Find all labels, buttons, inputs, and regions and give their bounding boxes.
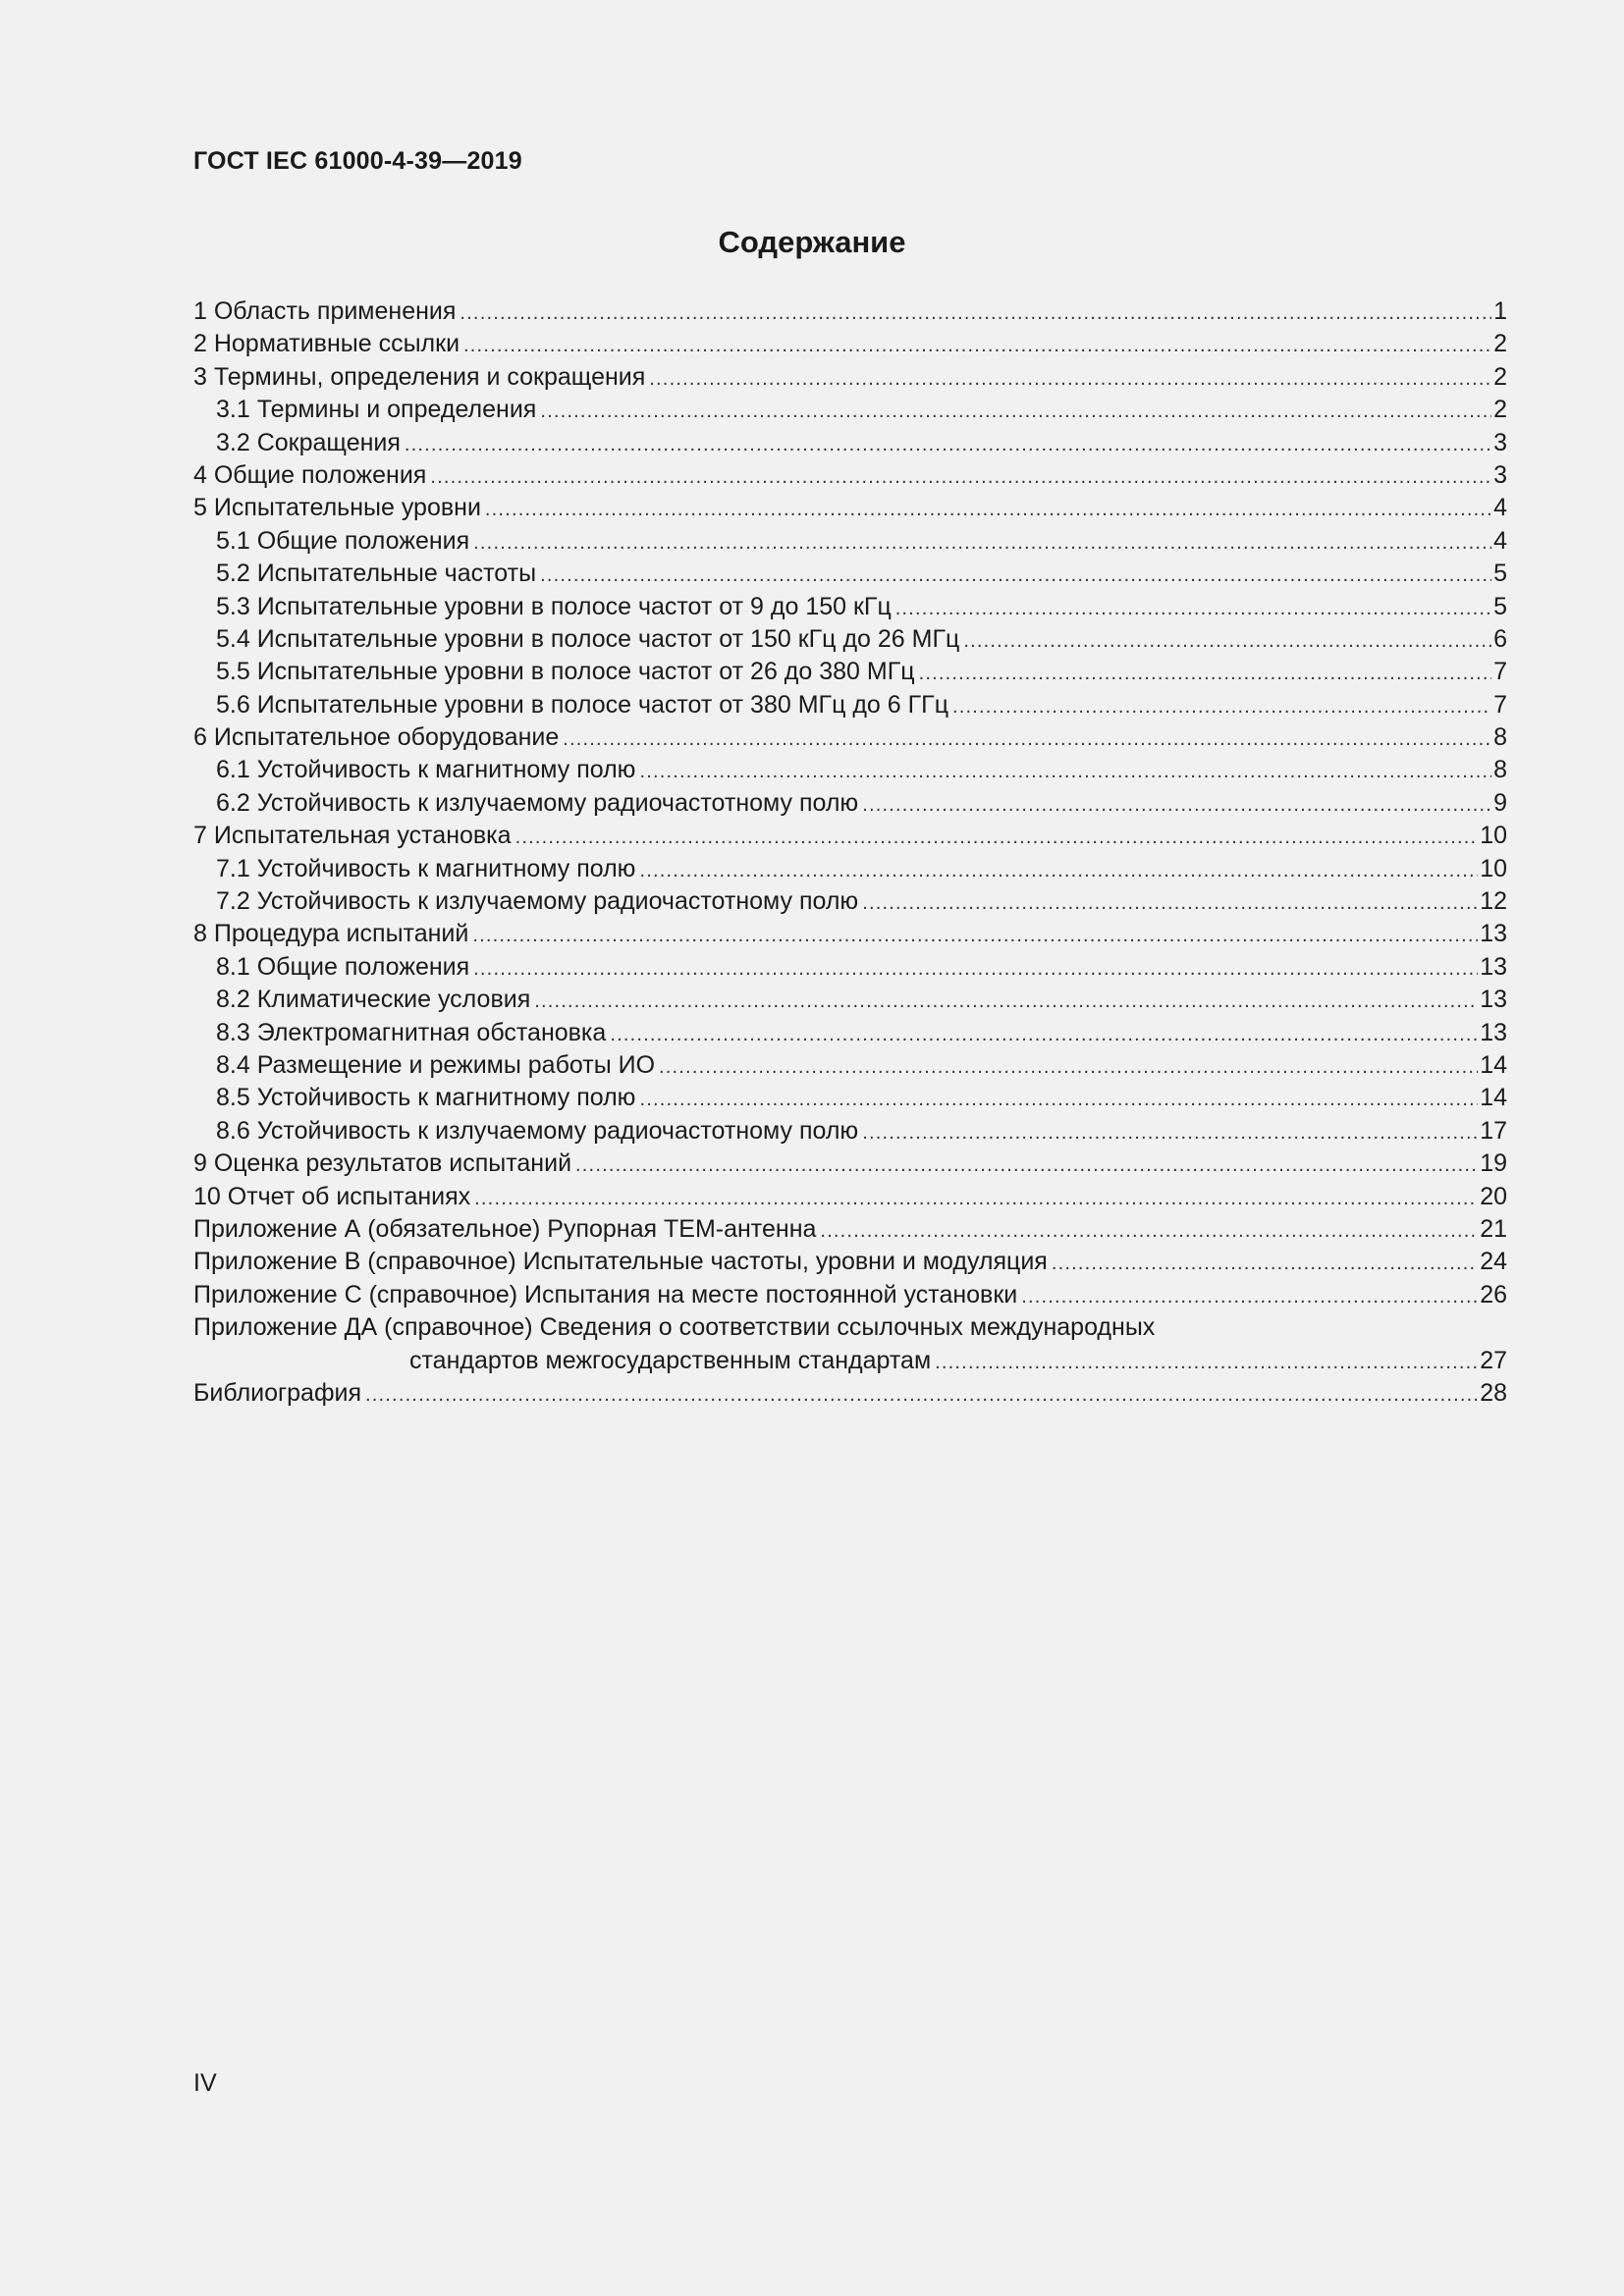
- toc-leader-dots: [463, 330, 1491, 362]
- toc-entry-page: 4: [1493, 526, 1507, 555]
- toc-entry[interactable]: [193, 295, 1507, 328]
- toc-entry[interactable]: [193, 885, 1507, 918]
- toc-entry-page: 1: [1493, 297, 1507, 325]
- toc-entry-page: 4: [1493, 494, 1507, 522]
- toc-entry-label: Приложение ДА (справочное) Сведения о соответствии ссылочных международных: [193, 1313, 1156, 1342]
- toc-entry-label: 5.2 Испытательные частоты: [216, 560, 537, 588]
- toc-entry-page: 14: [1480, 1084, 1507, 1112]
- toc-entry[interactable]: [193, 1115, 1507, 1148]
- toc-leader-dots: [534, 986, 1478, 1018]
- toc-entry-page: 8: [1493, 723, 1507, 752]
- toc-entry[interactable]: [193, 689, 1507, 721]
- toc-entry-page: 17: [1480, 1116, 1507, 1145]
- toc-entry-label: 6 Испытательное оборудование: [193, 723, 560, 752]
- toc-entry[interactable]: [193, 459, 1507, 492]
- toc-entry-continuation[interactable]: [193, 1345, 1507, 1377]
- toc-leader-dots: [963, 625, 1491, 658]
- toc-entry-label: 8.5 Устойчивость к магнитному полю: [216, 1084, 636, 1112]
- toc-entry-label: 8.1 Общие положения: [216, 952, 470, 981]
- toc-entry-label: 6.2 Устойчивость к излучаемому радиочастотному полю: [216, 788, 859, 817]
- toc-entry-label: 7 Испытательная установка: [193, 822, 512, 850]
- toc-leader-dots: [1052, 1248, 1478, 1280]
- toc-entry-label: 7.1 Устойчивость к магнитному полю: [216, 854, 636, 882]
- toc-entry-label: 7.2 Устойчивость к излучаемому радиочастотному полю: [216, 887, 859, 916]
- toc-entry-label-continuation: стандартов межгосударственным стандартам: [409, 1346, 932, 1374]
- toc-entry-page: 13: [1480, 920, 1507, 948]
- toc-entry-label: 4 Общие положения: [193, 460, 427, 489]
- toc-entry[interactable]: [193, 492, 1507, 524]
- toc-entry[interactable]: [193, 623, 1507, 656]
- toc-entry-label: 8 Процедура испытаний: [193, 920, 469, 948]
- toc-entry-page: 13: [1480, 986, 1507, 1014]
- toc-entry-page: 3: [1493, 428, 1507, 456]
- toc-entry-label: 8.3 Электромагнитная обстановка: [216, 1018, 607, 1046]
- toc-leader-dots: [639, 855, 1478, 887]
- toc-entry[interactable]: [193, 984, 1507, 1016]
- toc-entry[interactable]: [193, 656, 1507, 688]
- toc-leader-dots: [365, 1379, 1478, 1412]
- toc-entry[interactable]: [193, 1082, 1507, 1114]
- toc-entry[interactable]: [193, 1279, 1507, 1311]
- toc-leader-dots: [540, 396, 1491, 428]
- toc-entry-page: 21: [1480, 1214, 1507, 1243]
- toc-entry-page: 13: [1480, 952, 1507, 981]
- toc-entry-page: 27: [1480, 1346, 1507, 1374]
- toc-entry-label: 8.2 Климатические условия: [216, 986, 531, 1014]
- toc-entry[interactable]: [193, 1311, 1507, 1344]
- toc-entry[interactable]: [193, 591, 1507, 623]
- toc-leader-dots: [862, 789, 1491, 822]
- toc-entry-page: 24: [1480, 1248, 1507, 1276]
- toc-entry-page: 2: [1493, 396, 1507, 424]
- toc-entry[interactable]: [193, 820, 1507, 852]
- toc-entry-page: 10: [1480, 822, 1507, 850]
- toc-entry-page: 10: [1480, 854, 1507, 882]
- toc-entry-label: 5.5 Испытательные уровни в полосе частот от 26 до 380 МГц: [216, 658, 915, 686]
- toc-entry-page: 19: [1480, 1149, 1507, 1178]
- toc-entry-page: 26: [1480, 1280, 1507, 1308]
- toc-entry-label: 5.6 Испытательные уровни в полосе частот от 380 МГц до 6 ГГц: [216, 690, 949, 719]
- toc-entry-label: 10 Отчет об испытаниях: [193, 1182, 471, 1210]
- toc-entry[interactable]: [193, 1148, 1507, 1180]
- toc-entry-page: 5: [1493, 560, 1507, 588]
- toc-entry-page: 13: [1480, 1018, 1507, 1046]
- toc-entry-label: Библиография: [193, 1378, 362, 1407]
- toc-entry-label: 5.3 Испытательные уровни в полосе частот от 9 до 150 кГц: [216, 592, 892, 620]
- toc-leader-dots: [952, 691, 1491, 723]
- toc-entry-label: 8.4 Размещение и режимы работы ИО: [216, 1050, 656, 1079]
- toc-entry-page: 9: [1493, 788, 1507, 817]
- toc-entry[interactable]: [193, 754, 1507, 786]
- toc-leader-dots: [862, 1117, 1478, 1149]
- toc-leader-dots: [862, 887, 1478, 920]
- toc-entry-page: 7: [1493, 658, 1507, 686]
- toc-entry[interactable]: [193, 1246, 1507, 1278]
- toc-entry-label: 1 Область применения: [193, 297, 457, 325]
- toc-leader-dots: [430, 461, 1491, 494]
- toc-entry[interactable]: [193, 394, 1507, 426]
- toc-entry-label: 6.1 Устойчивость к магнитному полю: [216, 756, 636, 784]
- toc-entry[interactable]: [193, 951, 1507, 984]
- toc-entry-page: 8: [1493, 756, 1507, 784]
- page-number: IV: [193, 2069, 217, 2097]
- toc-entry-label: Приложение В (справочное) Испытательные частоты, уровни и модуляция: [193, 1248, 1048, 1276]
- toc-entry[interactable]: [193, 1049, 1507, 1082]
- toc-entry[interactable]: [193, 361, 1507, 394]
- toc-entry-label: 5.1 Общие положения: [216, 526, 470, 555]
- toc-entry[interactable]: [193, 787, 1507, 820]
- toc-entry[interactable]: [193, 558, 1507, 590]
- toc-entry-label: 2 Нормативные ссылки: [193, 330, 460, 358]
- toc-entry-page: 3: [1493, 460, 1507, 489]
- toc-entry-page: 5: [1493, 592, 1507, 620]
- toc-leader-dots: [405, 429, 1491, 461]
- toc-entry-page: 12: [1480, 887, 1507, 916]
- toc-leader-dots: [935, 1347, 1478, 1379]
- toc-entry-label: 8.6 Устойчивость к излучаемому радиочастотному полю: [216, 1116, 859, 1145]
- toc-leader-dots: [485, 494, 1491, 526]
- toc-leader-dots: [460, 297, 1491, 330]
- toc-leader-dots: [563, 723, 1491, 756]
- toc-entry-label: Приложение А (обязательное) Рупорная ТЕМ-антенна: [193, 1214, 817, 1243]
- toc-entry-label: 3 Термины, определения и сокращения: [193, 362, 646, 391]
- toc-entry[interactable]: [193, 918, 1507, 950]
- toc-entry-page: 20: [1480, 1182, 1507, 1210]
- toc-entry-page: 7: [1493, 690, 1507, 719]
- toc-entry-page: 2: [1493, 330, 1507, 358]
- toc-entry[interactable]: [193, 525, 1507, 558]
- toc-entry[interactable]: [193, 1377, 1507, 1410]
- toc-entry[interactable]: [193, 1213, 1507, 1246]
- toc-leader-dots: [639, 756, 1491, 788]
- toc-leader-dots: [472, 920, 1478, 952]
- toc-leader-dots: [474, 1183, 1478, 1215]
- toc-entry[interactable]: [193, 328, 1507, 360]
- toc-leader-dots: [639, 1084, 1478, 1116]
- toc-leader-dots: [473, 527, 1491, 560]
- toc-leader-dots: [473, 953, 1478, 986]
- toc-leader-dots: [515, 822, 1479, 854]
- toc-entry-label: 3.2 Сокращения: [216, 428, 401, 456]
- toc-entry-label: Приложение С (справочное) Испытания на месте постоянной установки: [193, 1280, 1018, 1308]
- toc-leader-dots: [540, 560, 1491, 592]
- toc-leader-dots: [610, 1019, 1478, 1051]
- toc-entry-label: 9 Оценка результатов испытаний: [193, 1149, 572, 1178]
- table-of-contents: [193, 295, 1507, 1410]
- toc-entry-page: 6: [1493, 624, 1507, 653]
- toc-leader-dots: [659, 1051, 1478, 1084]
- page-title: Содержание: [718, 225, 906, 259]
- toc-entry-page: 14: [1480, 1050, 1507, 1079]
- toc-entry-page: 28: [1480, 1378, 1507, 1407]
- toc-entry[interactable]: [193, 427, 1507, 459]
- toc-entry-label: 5.4 Испытательные уровни в полосе частот от 150 кГц до 26 МГц: [216, 624, 960, 653]
- toc-entry[interactable]: [193, 1017, 1507, 1049]
- toc-entry[interactable]: [193, 853, 1507, 885]
- toc-entry-label: 5 Испытательные уровни: [193, 494, 481, 522]
- toc-entry[interactable]: [193, 1181, 1507, 1213]
- toc-entry-label: 3.1 Термины и определения: [216, 396, 537, 424]
- toc-entry-page: 2: [1493, 362, 1507, 391]
- toc-leader-dots: [820, 1215, 1478, 1248]
- toc-leader-dots: [649, 363, 1491, 396]
- toc-leader-dots: [895, 593, 1491, 625]
- toc-leader-dots: [1021, 1281, 1478, 1313]
- document-code: ГОСТ IEC 61000-4-39—2019: [193, 147, 522, 175]
- toc-leader-dots: [575, 1149, 1478, 1182]
- toc-leader-dots: [919, 658, 1492, 690]
- toc-entry[interactable]: [193, 721, 1507, 754]
